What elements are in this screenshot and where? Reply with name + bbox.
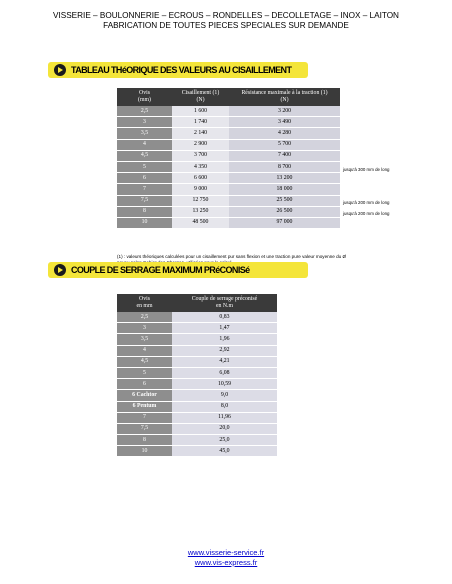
cell-diameter: 4,5 xyxy=(117,150,172,161)
table-row xyxy=(117,195,340,206)
cell-value: 1,47 xyxy=(172,323,277,334)
cell-value: 4 350 xyxy=(172,161,229,172)
cell-value: 7 400 xyxy=(229,150,340,161)
table-row xyxy=(117,161,340,172)
cell-value: 8,0 xyxy=(172,401,277,412)
cell-value: 2 140 xyxy=(172,128,229,139)
cell-diameter: 6 xyxy=(117,379,172,390)
cell-value: 45,0 xyxy=(172,446,277,457)
cell-diameter: 5 xyxy=(117,161,172,172)
cell-value: 8 700 xyxy=(229,161,340,172)
cell-diameter: 10 xyxy=(117,446,172,457)
cell-diameter: 4 xyxy=(117,139,172,150)
table-row xyxy=(117,312,277,323)
section-title-band-torque xyxy=(48,262,308,278)
cell-value: 20,0 xyxy=(172,423,277,434)
cell-value: 9,0 xyxy=(172,390,277,401)
torque-table xyxy=(117,294,277,457)
cell-diameter: 8 xyxy=(117,435,172,446)
cell-value: 4,21 xyxy=(172,356,277,367)
table-row xyxy=(117,379,277,390)
cell-diameter: 2,5 xyxy=(117,312,172,323)
arrow-right-icon xyxy=(54,264,66,276)
cell-value: 2 900 xyxy=(172,139,229,150)
cell-value: 1 740 xyxy=(172,117,229,128)
cell-value: 18 000 xyxy=(229,184,340,195)
table-row xyxy=(117,435,277,446)
cell-diameter: 7,5 xyxy=(117,195,172,206)
cell-value: 1 600 xyxy=(172,106,229,117)
cell-value: 48 500 xyxy=(172,217,229,228)
header-line-2: FABRICATION DE TOUTES PIECES SPECIALES SUR DEMANDE xyxy=(103,21,349,30)
section-title-band-shear xyxy=(48,62,308,78)
col-header-diameter: Ovis en mm xyxy=(117,294,172,312)
table-row xyxy=(117,390,277,401)
table-row xyxy=(117,412,277,423)
cell-diameter: 3 xyxy=(117,323,172,334)
cell-value: 10,59 xyxy=(172,379,277,390)
cell-value: 11,96 xyxy=(172,412,277,423)
table-row xyxy=(117,323,277,334)
cell-diameter: 8 xyxy=(117,206,172,217)
cell-value: 26 500 xyxy=(229,206,340,217)
table-row xyxy=(117,150,340,161)
cell-value: 5 700 xyxy=(229,139,340,150)
cell-value: 3 700 xyxy=(172,150,229,161)
cell-value: 6,08 xyxy=(172,367,277,378)
link-visserie-service[interactable]: www.visserie-service.fr xyxy=(187,548,265,557)
cell-diameter: 7 xyxy=(117,184,172,195)
section-title-shear: TABLEAU THéORIQUE DES VALEURS AU CISAILLEMENT xyxy=(71,65,292,75)
table-row xyxy=(117,334,277,345)
cell-value: 3 200 xyxy=(229,106,340,117)
note-length-300: jusqu'à 300 mm de long xyxy=(343,167,390,172)
cell-diameter: 6 xyxy=(117,173,172,184)
cell-diameter: 3,5 xyxy=(117,334,172,345)
table-row xyxy=(117,367,277,378)
arrow-right-icon xyxy=(54,64,66,76)
cell-value: 4 280 xyxy=(229,128,340,139)
table-row xyxy=(117,356,277,367)
table-row xyxy=(117,184,340,195)
col-header-tensile: Résistance maximale à la traction (1) (N) xyxy=(229,88,340,106)
note-length-200-a: jusqu'à 200 mm de long xyxy=(343,200,390,205)
page-header xyxy=(0,11,452,31)
cell-value: 25,0 xyxy=(172,435,277,446)
col-header-diameter: Ovis (mm) xyxy=(117,88,172,106)
table-row xyxy=(117,446,277,457)
cell-diameter: 6 Cachtor xyxy=(117,390,172,401)
table-row xyxy=(117,345,277,356)
cell-value: 13 250 xyxy=(172,206,229,217)
cell-value: 2,92 xyxy=(172,345,277,356)
cell-value: 13 200 xyxy=(229,173,340,184)
col-header-torque: Couple de serrage préconisé en N.m xyxy=(172,294,277,312)
cell-diameter: 4 xyxy=(117,345,172,356)
cell-diameter: 4,5 xyxy=(117,356,172,367)
link-vis-express[interactable]: www.vis-express.fr xyxy=(194,558,258,567)
cell-value: 6 600 xyxy=(172,173,229,184)
note-length-200-b: jusqu'à 200 mm de long xyxy=(343,211,390,216)
cell-diameter: 7 xyxy=(117,412,172,423)
header-line-1: VISSERIE – BOULONNERIE – ECROUS – RONDELLES – DECOLLETAGE – INOX – LAITON xyxy=(53,11,399,20)
table-row xyxy=(117,117,340,128)
table-row xyxy=(117,423,277,434)
cell-diameter: 10 xyxy=(117,217,172,228)
table-row xyxy=(117,401,277,412)
section-title-torque: COUPLE DE SERRAGE MAXIMUM PRéCONISé xyxy=(71,265,250,275)
shear-table xyxy=(117,88,340,229)
cell-value: 1,96 xyxy=(172,334,277,345)
shear-footnote: (1) : valeurs théoriques calculées pour un cisaillement pur sans flexion et une traction pure valeur moyenne du Ø xyxy=(117,254,347,259)
table-row xyxy=(117,217,340,228)
cell-value: 0,83 xyxy=(172,312,277,323)
table-row xyxy=(117,173,340,184)
cell-diameter: 7,5 xyxy=(117,423,172,434)
table-row xyxy=(117,139,340,150)
table-row xyxy=(117,128,340,139)
col-header-shear: Cisaillement (1) (N) xyxy=(172,88,229,106)
cell-value: 12 750 xyxy=(172,195,229,206)
table-row xyxy=(117,106,340,117)
cell-value: 25 500 xyxy=(229,195,340,206)
table-row xyxy=(117,206,340,217)
cell-diameter: 3 xyxy=(117,117,172,128)
cell-diameter: 5 xyxy=(117,367,172,378)
cell-diameter: 6 Pentum xyxy=(117,401,172,412)
cell-diameter: 3,5 xyxy=(117,128,172,139)
cell-value: 97 000 xyxy=(229,217,340,228)
cell-value: 3 490 xyxy=(229,117,340,128)
footer-links xyxy=(0,548,452,568)
cell-diameter: 2,5 xyxy=(117,106,172,117)
cell-value: 9 000 xyxy=(172,184,229,195)
